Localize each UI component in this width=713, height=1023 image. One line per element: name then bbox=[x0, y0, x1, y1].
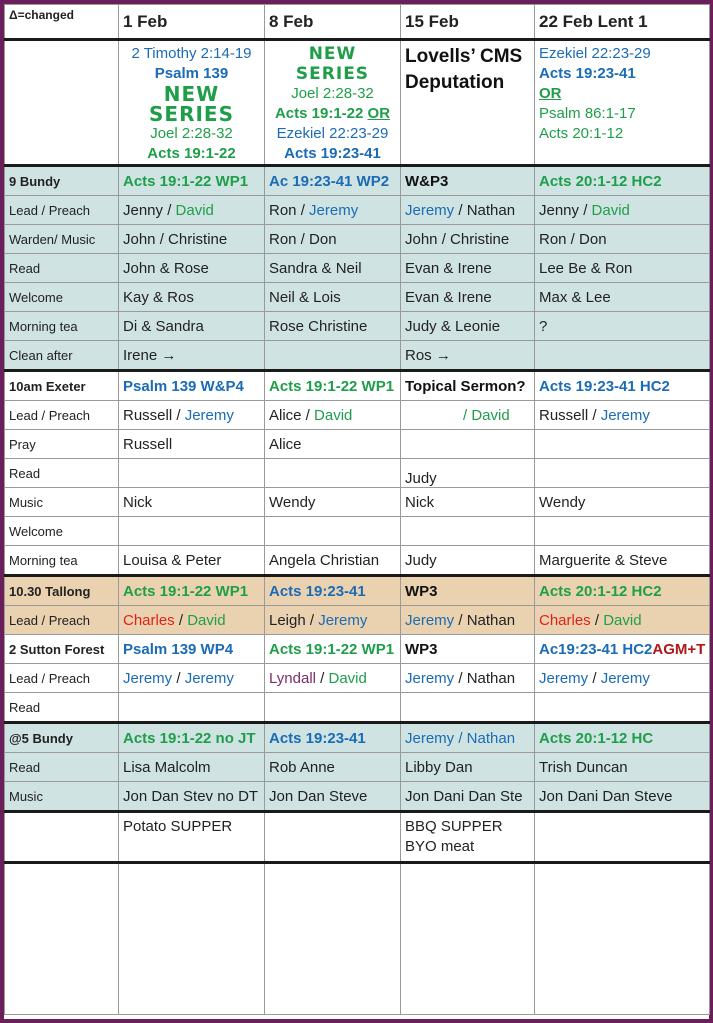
supper-feb8 bbox=[265, 812, 401, 863]
lead-cell: Charles / David bbox=[535, 606, 710, 635]
blank-row bbox=[5, 863, 710, 1015]
row-label: Lead / Preach bbox=[5, 606, 119, 635]
cell: Ros → bbox=[401, 341, 535, 371]
roster-table bbox=[4, 4, 710, 1015]
exeter-pray-row bbox=[5, 430, 710, 459]
cell bbox=[401, 693, 535, 723]
lead-cell: Russell / Jeremy bbox=[535, 401, 710, 430]
blank-cell bbox=[401, 863, 535, 1015]
cell: Jon Dani Dan Ste bbox=[401, 782, 535, 812]
preacher: David bbox=[603, 611, 642, 629]
leader: Jeremy bbox=[405, 669, 455, 687]
supper-row bbox=[5, 812, 710, 863]
preacher: Jeremy bbox=[600, 669, 650, 687]
lead-cell: Russell / Jeremy bbox=[119, 401, 265, 430]
row-label: Pray bbox=[5, 430, 119, 459]
lead-cell: Charles / David bbox=[119, 606, 265, 635]
section-title: 2 Sutton Forest bbox=[5, 635, 119, 664]
cell bbox=[265, 693, 401, 723]
exeter-read-row bbox=[5, 459, 710, 488]
reading-line: Acts 19:23-41 bbox=[539, 65, 636, 82]
service-reading bbox=[535, 635, 710, 664]
sutton-lead-row bbox=[5, 664, 710, 693]
service-reading: Psalm 139 W&P4 bbox=[119, 371, 265, 401]
service-reading: Acts 19:1-22 WP1 bbox=[265, 635, 401, 664]
row-label: Lead / Preach bbox=[5, 196, 119, 225]
row-label: Lead / Preach bbox=[5, 664, 119, 693]
preacher: Nathan bbox=[466, 201, 516, 219]
lead-cell: Jeremy / Jeremy bbox=[119, 664, 265, 693]
cell: John / Christine bbox=[401, 225, 535, 254]
leader: Russell bbox=[123, 406, 173, 424]
bundy9-welcome-row bbox=[5, 283, 710, 312]
service-reading: WP3 bbox=[401, 576, 535, 606]
or-label: OR bbox=[367, 105, 391, 122]
bundy5-read-row bbox=[5, 753, 710, 782]
tallong-lead-row bbox=[5, 606, 710, 635]
service-reading: Acts 19:1-22 WP1 bbox=[265, 371, 401, 401]
exeter-tea-row bbox=[5, 546, 710, 576]
blank-cell bbox=[5, 863, 119, 1015]
leader: Alice bbox=[269, 406, 302, 424]
bundy9-clean-row bbox=[5, 341, 710, 371]
bundy9-warden-row bbox=[5, 225, 710, 254]
cell bbox=[535, 693, 710, 723]
readings-label-cell bbox=[5, 40, 119, 166]
lead-cell: Jeremy / Nathan bbox=[401, 664, 535, 693]
cell bbox=[265, 341, 401, 371]
cell: Ron / Don bbox=[265, 225, 401, 254]
cell bbox=[119, 693, 265, 723]
lead-cell: Jeremy / Nathan bbox=[401, 196, 535, 225]
cell: Kay & Ros bbox=[119, 283, 265, 312]
service-reading: Acts 20:1-12 HC2 bbox=[535, 576, 710, 606]
lead-cell: Jeremy / Jeremy bbox=[535, 664, 710, 693]
new-series-label: NEW SERIES bbox=[295, 44, 370, 84]
leader: Jeremy bbox=[539, 669, 589, 687]
service-reading: Acts 20:1-12 HC bbox=[535, 723, 710, 753]
cell: Judy & Leonie bbox=[401, 312, 535, 341]
section-title: 10am Exeter bbox=[5, 371, 119, 401]
service-reading: Acts 20:1-12 HC2 bbox=[535, 166, 710, 196]
cell: Irene → bbox=[119, 341, 265, 371]
cell: Rose Christine bbox=[265, 312, 401, 341]
supper-feb1: Potato SUPPER bbox=[119, 812, 265, 863]
blank-cell bbox=[265, 863, 401, 1015]
leader: Jeremy bbox=[123, 669, 173, 687]
cell: Ron / Don bbox=[535, 225, 710, 254]
leader: Jenny bbox=[539, 201, 580, 219]
reading-line: 2 Timothy 2:14-19 bbox=[131, 45, 252, 62]
tallong-header-row bbox=[5, 576, 710, 606]
cell: Evan & Irene bbox=[401, 254, 535, 283]
bundy9-lead-row bbox=[5, 196, 710, 225]
reading-line: Ezekiel 22:23-29 bbox=[539, 45, 651, 62]
cell: John & Rose bbox=[119, 254, 265, 283]
preacher: Nathan bbox=[466, 611, 516, 629]
cell: Di & Sandra bbox=[119, 312, 265, 341]
deputation-line: Deputation bbox=[405, 72, 505, 93]
preacher: Jeremy bbox=[600, 406, 650, 424]
leader: Jeremy bbox=[405, 201, 455, 219]
reading-line: Acts 20:1-12 bbox=[539, 125, 624, 142]
supper-feb22 bbox=[535, 812, 710, 863]
bundy5-header-row bbox=[5, 723, 710, 753]
row-label: Lead / Preach bbox=[5, 401, 119, 430]
section-title: 9 Bundy bbox=[5, 166, 119, 196]
reading-line: Joel 2:28-32 bbox=[150, 125, 233, 142]
service-reading: Psalm 139 WP4 bbox=[119, 635, 265, 664]
blank-cell bbox=[119, 863, 265, 1015]
section-title: 10.30 Tallong bbox=[5, 576, 119, 606]
cell: Evan & Irene bbox=[401, 283, 535, 312]
lead-cell: / David bbox=[401, 401, 535, 430]
cell: Alice bbox=[265, 430, 401, 459]
leader: Charles bbox=[123, 611, 175, 629]
preacher: David bbox=[328, 669, 367, 687]
cell: ? bbox=[535, 312, 710, 341]
cell: Judy bbox=[401, 546, 535, 576]
date-feb8: 8 Feb bbox=[265, 5, 401, 40]
service-reading: WP3 bbox=[401, 635, 535, 664]
leader: Ron bbox=[269, 201, 297, 219]
agm-label: AGM+T bbox=[652, 640, 706, 658]
cell: Max & Lee bbox=[535, 283, 710, 312]
cell bbox=[535, 341, 710, 371]
row-label: Welcome bbox=[5, 283, 119, 312]
service-reading: Acts 19:23-41 HC2 bbox=[535, 371, 710, 401]
preacher: David bbox=[175, 201, 214, 219]
lead-cell: Alice / David bbox=[265, 401, 401, 430]
preacher: David bbox=[591, 201, 630, 219]
preacher: Jeremy bbox=[184, 406, 234, 424]
lead-cell: Ron / Jeremy bbox=[265, 196, 401, 225]
service-reading: W&P3 bbox=[401, 166, 535, 196]
cell bbox=[401, 430, 535, 459]
lead-cell: Jenny / David bbox=[535, 196, 710, 225]
reading-part: Ac19:23-41 HC2 bbox=[539, 640, 653, 658]
sutton-read-row bbox=[5, 693, 710, 723]
cell: Marguerite & Steve bbox=[535, 546, 710, 576]
cell: Trish Duncan bbox=[535, 753, 710, 782]
readings-feb15 bbox=[401, 40, 535, 166]
bundy9-header-row bbox=[5, 166, 710, 196]
preacher: Jeremy bbox=[309, 201, 359, 219]
readings-feb8 bbox=[265, 40, 401, 166]
cell: Libby Dan bbox=[401, 753, 535, 782]
cell: Wendy bbox=[535, 488, 710, 517]
cell: Russell bbox=[119, 430, 265, 459]
service-reading: Acts 19:1-22 no JT bbox=[119, 723, 265, 753]
cell: Sandra & Neil bbox=[265, 254, 401, 283]
readings-feb1 bbox=[119, 40, 265, 166]
cell: Lee Be & Ron bbox=[535, 254, 710, 283]
row-label: Warden/ Music bbox=[5, 225, 119, 254]
preacher: David bbox=[187, 611, 226, 629]
cell: Nick bbox=[119, 488, 265, 517]
leader: Leigh bbox=[269, 611, 306, 629]
preacher: David bbox=[314, 406, 353, 424]
service-reading: Jeremy / Nathan bbox=[401, 723, 535, 753]
legend-changed: Δ=changed bbox=[5, 5, 119, 40]
preacher: Jeremy bbox=[318, 611, 368, 629]
date-header-row bbox=[5, 5, 710, 40]
reading-line: Psalm 139 bbox=[154, 65, 229, 82]
bundy5-music-row bbox=[5, 782, 710, 812]
row-label: Welcome bbox=[5, 517, 119, 546]
cell: Rob Anne bbox=[265, 753, 401, 782]
cell bbox=[535, 459, 710, 488]
cell: Jon Dan Steve bbox=[265, 782, 401, 812]
cell bbox=[265, 459, 401, 488]
readings-row bbox=[5, 40, 710, 166]
deputation-line: Lovells’ CMS bbox=[405, 46, 523, 67]
row-label: Read bbox=[5, 753, 119, 782]
exeter-header-row bbox=[5, 371, 710, 401]
preacher: Nathan bbox=[466, 669, 516, 687]
date-feb22: 22 Feb Lent 1 bbox=[535, 5, 710, 40]
exeter-welcome-row bbox=[5, 517, 710, 546]
leader: Jeremy bbox=[405, 611, 455, 629]
new-series-label: NEW SERIES bbox=[149, 82, 234, 126]
cell: Jon Dan Stev no DT bbox=[119, 782, 265, 812]
cell: John / Christine bbox=[119, 225, 265, 254]
date-feb1: 1 Feb bbox=[119, 5, 265, 40]
row-label: Morning tea bbox=[5, 546, 119, 576]
leader: Jenny bbox=[123, 201, 164, 219]
exeter-lead-row bbox=[5, 401, 710, 430]
date-feb15: 15 Feb bbox=[401, 5, 535, 40]
sutton-header-row bbox=[5, 635, 710, 664]
cell: Nick bbox=[401, 488, 535, 517]
row-label: Read bbox=[5, 459, 119, 488]
cell: Jon Dani Dan Steve bbox=[535, 782, 710, 812]
row-label: Read bbox=[5, 254, 119, 283]
service-reading: Acts 19:23-41 bbox=[265, 723, 401, 753]
reading-line: Acts 19:23-41 bbox=[284, 145, 381, 162]
lead-cell: Leigh / Jeremy bbox=[265, 606, 401, 635]
bundy9-tea-row bbox=[5, 312, 710, 341]
preacher: David bbox=[471, 406, 510, 424]
reading-line: Psalm 86:1-17 bbox=[539, 105, 636, 122]
row-label: Music bbox=[5, 782, 119, 812]
reading-line: Joel 2:28-32 bbox=[291, 85, 374, 102]
cell bbox=[401, 517, 535, 546]
section-title: @5 Bundy bbox=[5, 723, 119, 753]
cell: Neil & Lois bbox=[265, 283, 401, 312]
service-reading: Ac 19:23-41 WP2 bbox=[265, 166, 401, 196]
supper-line: BBQ SUPPER bbox=[405, 818, 503, 835]
cell: Judy bbox=[401, 459, 535, 488]
row-label: Morning tea bbox=[5, 312, 119, 341]
supper-feb15 bbox=[401, 812, 535, 863]
cell: Lisa Malcolm bbox=[119, 753, 265, 782]
cell: Angela Christian bbox=[265, 546, 401, 576]
row-label: Music bbox=[5, 488, 119, 517]
reading-line: Acts 19:1-22 bbox=[147, 145, 236, 162]
preacher: Jeremy bbox=[184, 669, 234, 687]
cell bbox=[535, 430, 710, 459]
leader: Charles bbox=[539, 611, 591, 629]
supper-line: BYO meat bbox=[405, 838, 475, 855]
lead-cell: Lyndall / David bbox=[265, 664, 401, 693]
cell bbox=[265, 517, 401, 546]
leader: Lyndall bbox=[269, 669, 316, 687]
readings-feb22 bbox=[535, 40, 710, 166]
service-reading: Acts 19:23-41 bbox=[265, 576, 401, 606]
cell: Louisa & Peter bbox=[119, 546, 265, 576]
blank-cell bbox=[535, 863, 710, 1015]
service-reading: Acts 19:1-22 WP1 bbox=[119, 576, 265, 606]
cell bbox=[535, 517, 710, 546]
service-reading: Acts 19:1-22 WP1 bbox=[119, 166, 265, 196]
cell bbox=[119, 517, 265, 546]
reading-part: Acts 19:1-22 bbox=[274, 105, 364, 122]
leader: Russell bbox=[539, 406, 589, 424]
or-label: OR bbox=[539, 85, 562, 102]
bundy9-read-row bbox=[5, 254, 710, 283]
row-label: Clean after bbox=[5, 341, 119, 371]
row-label: Read bbox=[5, 693, 119, 723]
lead-cell: Jenny / David bbox=[119, 196, 265, 225]
exeter-music-row bbox=[5, 488, 710, 517]
service-reading: Topical Sermon? bbox=[401, 371, 535, 401]
reading-line: Ezekiel 22:23-29 bbox=[276, 125, 389, 142]
cell: Wendy bbox=[265, 488, 401, 517]
reading-line bbox=[269, 104, 396, 124]
lead-cell: Jeremy / Nathan bbox=[401, 606, 535, 635]
cell bbox=[119, 459, 265, 488]
supper-label-cell bbox=[5, 812, 119, 863]
